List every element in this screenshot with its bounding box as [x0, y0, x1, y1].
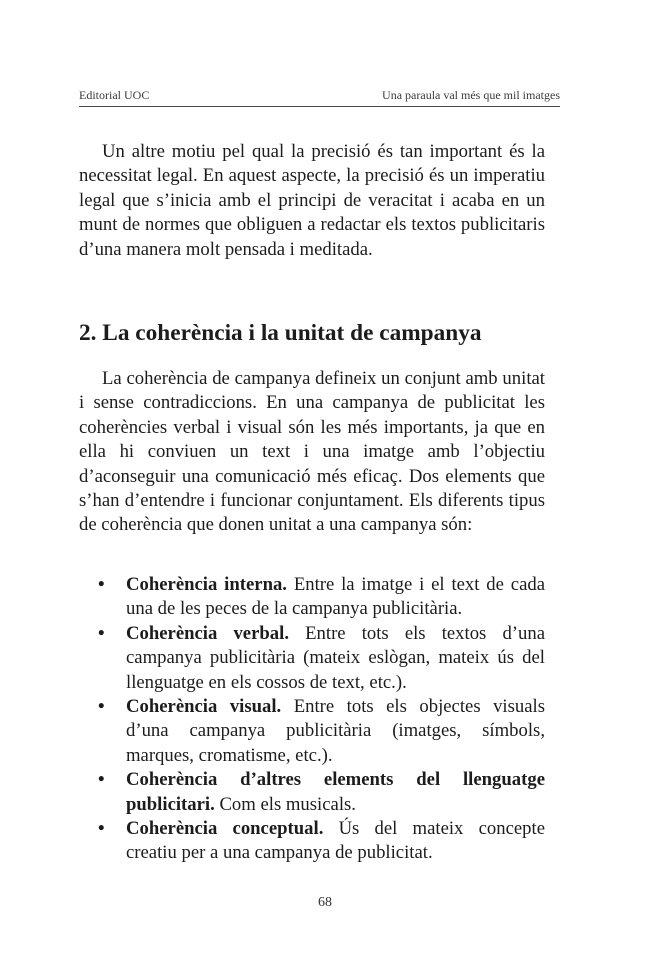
- header-book-title: Una paraula val més que mil imatges: [382, 88, 560, 102]
- list-item: [79, 695, 545, 768]
- list-item-term: Coherència visual.: [126, 696, 282, 718]
- list-item: [79, 622, 545, 695]
- list-item-text: Entre la imatge i el text de cada una de les peces de la campanya publicitària.: [126, 574, 545, 620]
- list-item-text: Entre tots els textos d’una campanya publicitària (mateix eslògan, mateix ús del llenguatge en els cossos de text, etc.).: [126, 622, 546, 693]
- list-item-term: Coherència d’altres elements del llenguatge publicitari.: [126, 769, 545, 815]
- coherence-types-list: [79, 573, 545, 866]
- list-item-text: Ús del mateix concepte creatiu per a una campanya de publicitat.: [126, 818, 545, 864]
- list-item: [79, 817, 545, 866]
- list-item-text: Com els musicals.: [214, 793, 356, 815]
- body-paragraph: Un altre motiu pel qual la precisió és tan important és la necessitat legal. En aquest aspecte, la precisió és un imperatiu legal que s’inicia amb el principi de veracitat i acaba en un munt de normes que obliguen a redactar els textos publicitaris d’una manera molt pensada i meditada.: [79, 141, 545, 260]
- list-item: [79, 768, 545, 817]
- list-item-term: Coherència verbal.: [126, 622, 289, 644]
- list-item-term: Coherència conceptual.: [126, 818, 324, 840]
- header-publisher: Editorial UOC: [79, 88, 150, 102]
- bullet-icon: •: [98, 696, 105, 718]
- bullet-icon: •: [98, 574, 105, 595]
- bullet-icon: •: [98, 818, 105, 840]
- header-divider: [79, 106, 560, 107]
- running-header: [79, 88, 560, 102]
- list-item-term: Coherència interna.: [126, 574, 287, 595]
- list-item-text: Entre tots els objectes visuals d’una campanya publicitària (imatges, símbols, marques, cromatisme, etc.).: [126, 696, 545, 766]
- page-number: 68: [318, 895, 332, 910]
- bullet-icon: •: [98, 622, 105, 644]
- body-paragraph: La coherència de campanya defineix un conjunt amb unitat i sense contradiccions. En una campanya de publicitat les coherències verbal i visual són les més importants, ja que en ella hi conviuen un text i una imatge amb l’objectiu d’aconseguir una comunicació més eficaç. Dos elements que s’han d’entendre i funcionar conjuntament. Els diferents tipus de coherència que donen unitat a una campanya són:: [79, 368, 545, 536]
- section-heading: 2. La coherència i la unitat de campanya: [79, 320, 482, 346]
- list-item: [79, 573, 545, 622]
- bullet-icon: •: [98, 769, 105, 791]
